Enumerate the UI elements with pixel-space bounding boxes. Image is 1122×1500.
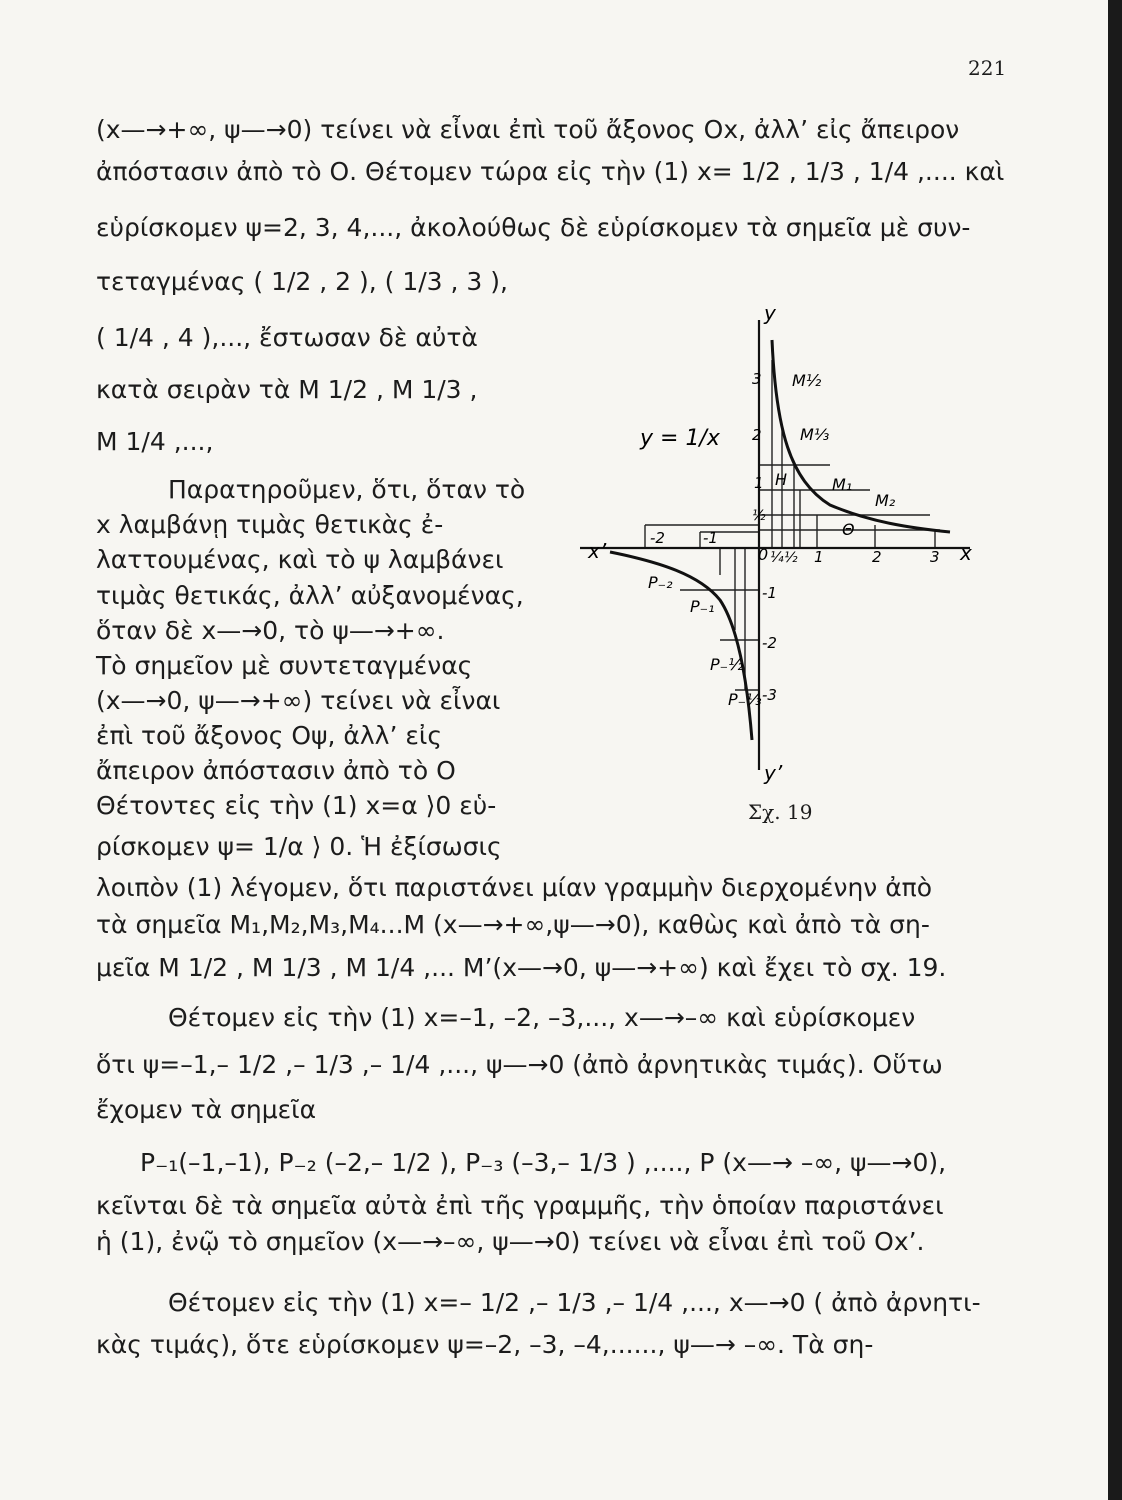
- point-label: P₋⅓: [728, 690, 762, 709]
- text-line: ἡ (1), ἐνῷ τὸ σημεῖον (x—→–∞, ψ—→0) τείνει νὰ εἶναι ἐπὶ τοῦ Οx’.: [96, 1227, 925, 1256]
- point-label: P₋₂: [648, 573, 673, 592]
- axis-label-x-neg: x’: [588, 539, 607, 563]
- text-line: (x—→0, ψ—→+∞) τείνει νὰ εἶναι: [96, 686, 501, 715]
- text-line: κεῖνται δὲ τὰ σημεῖα αὐτὰ ἐπὶ τῆς γραμμῆς, τὴν ὁποίαν παριστάνει: [96, 1191, 944, 1220]
- text-line: Θέτομεν εἰς τὴν (1) x=– 1/2 ,– 1/3 ,– 1/4 ,..., x—→0 ( ἀπὸ ἀρνητι-: [168, 1288, 981, 1317]
- tick-label: -2: [650, 529, 665, 547]
- text-line: τὰ σημεῖα Μ₁,Μ₂,Μ₃,Μ₄...Μ (x—→+∞,ψ—→0), καθὼς καὶ ἀπὸ τὰ ση-: [96, 910, 930, 939]
- text-line: (x—→+∞, ψ—→0) τείνει νὰ εἶναι ἐπὶ τοῦ ἄξονος Οx, ἀλλ’ εἰς ἄπειρον: [96, 115, 960, 144]
- axis-origin: 0: [758, 545, 769, 564]
- figure-hyperbola: [570, 300, 990, 790]
- tick-label: 2: [752, 426, 762, 444]
- tick-label: 3: [930, 548, 940, 566]
- tick-label: 2: [872, 548, 882, 566]
- text-line: κατὰ σειρὰν τὰ Μ 1/2 , Μ 1/3 ,: [96, 375, 478, 404]
- point-label: M½: [792, 371, 822, 390]
- tick-label: ½: [784, 550, 798, 566]
- text-line: x λαμβάνῃ τιμὰς θετικὰς ἐ-: [96, 510, 444, 539]
- text-line: κὰς τιμάς), ὅτε εὑρίσκομεν ψ=–2, –3, –4,......, ψ—→ –∞. Τὰ ση-: [96, 1330, 874, 1359]
- page-number: 221: [968, 56, 1007, 80]
- point-label: P₋₁: [690, 597, 715, 616]
- text-line: ἐπὶ τοῦ ἄξονος Οψ, ἀλλ’ εἰς: [96, 721, 442, 750]
- text-line: ἔχομεν τὰ σημεῖα: [96, 1095, 317, 1124]
- text-line: Μ 1/4 ,...,: [96, 427, 214, 456]
- point-label: M⅓: [800, 425, 830, 444]
- text-line: ὅταν δὲ x—→0, τὸ ψ—→+∞.: [96, 616, 445, 645]
- text-line: τεταγμένας ( 1/2 , 2 ), ( 1/3 , 3 ),: [96, 267, 508, 296]
- text-line: Παρατηροῦμεν, ὅτι, ὅταν τὸ: [168, 475, 526, 504]
- tick-label: ¼: [770, 550, 784, 566]
- text-line: τιμὰς θετικάς, ἀλλ’ αὐξανομένας,: [96, 581, 524, 610]
- text-line: P₋₁(–1,–1), P₋₂ (–2,– 1/2 ), P₋₃ (–3,– 1/3 ) ,...., P (x—→ –∞, ψ—→0),: [140, 1148, 947, 1177]
- figure-caption: Σχ. 19: [748, 800, 813, 824]
- text-line: Θέτοντες εἰς τὴν (1) x=α ⟩0 εὑ-: [96, 791, 497, 820]
- text-line: εὑρίσκομεν ψ=2, 3, 4,..., ἀκολούθως δὲ εὑρίσκομεν τὰ σημεῖα μὲ συν-: [96, 213, 971, 242]
- tick-label: -2: [762, 634, 777, 652]
- point-label: P₋½: [710, 655, 744, 674]
- equation-label: y = 1/x: [640, 426, 720, 451]
- curve-positive-branch: [772, 340, 950, 532]
- point-label: M₁: [832, 475, 853, 494]
- text-line: μεῖα Μ 1/2 , Μ 1/3 , Μ 1/4 ,... Μ’(x—→0, ψ—→+∞) καὶ ἔχει τὸ σχ. 19.: [96, 953, 947, 982]
- text-line: λοιπὸν (1) λέγομεν, ὅτι παριστάνει μίαν γραμμὴν διερχομένην ἀπὸ: [96, 873, 933, 902]
- point-label: Θ: [842, 520, 855, 539]
- point-label: M₂: [875, 491, 896, 510]
- tick-label: -3: [762, 686, 777, 704]
- curve-negative-branch: [610, 552, 752, 740]
- text-line: ρίσκομεν ψ= 1/α ⟩ 0. Ἡ ἐξίσωσις: [96, 832, 502, 861]
- tick-label: 3: [752, 370, 762, 388]
- text-line: Τὸ σημεῖον μὲ συντεταγμένας: [96, 651, 473, 680]
- text-line: ( 1/4 , 4 ),..., ἔστωσαν δὲ αὐτὰ: [96, 323, 478, 352]
- text-line: ὅτι ψ=–1,– 1/2 ,– 1/3 ,– 1/4 ,..., ψ—→0 (ἀπὸ ἀρνητικὰς τιμάς). Οὕτω: [96, 1050, 943, 1079]
- page-edge: [1108, 0, 1122, 1500]
- text-line: ἀπόστασιν ἀπὸ τὸ Ο. Θέτομεν τώρα εἰς τὴν (1) x= 1/2 , 1/3 , 1/4 ,.... καὶ: [96, 157, 1005, 186]
- text-line: λαττουμένας, καὶ τὸ ψ λαμβάνει: [96, 545, 504, 574]
- tick-label: 1: [754, 474, 764, 492]
- text-line: Θέτομεν εἰς τὴν (1) x=–1, –2, –3,..., x—→–∞ καὶ εὑρίσκομεν: [168, 1003, 916, 1032]
- axis-label-y: y: [764, 301, 776, 325]
- axis-label-y-neg: y’: [764, 761, 783, 785]
- tick-label: 1: [814, 548, 824, 566]
- point-label: H: [775, 470, 788, 489]
- tick-label: -1: [762, 584, 777, 602]
- tick-label: ½: [752, 508, 766, 524]
- tick-label: -1: [703, 529, 718, 547]
- axis-label-x: x: [960, 541, 972, 565]
- text-line: ἄπειρον ἀπόστασιν ἀπὸ τὸ Ο: [96, 756, 456, 785]
